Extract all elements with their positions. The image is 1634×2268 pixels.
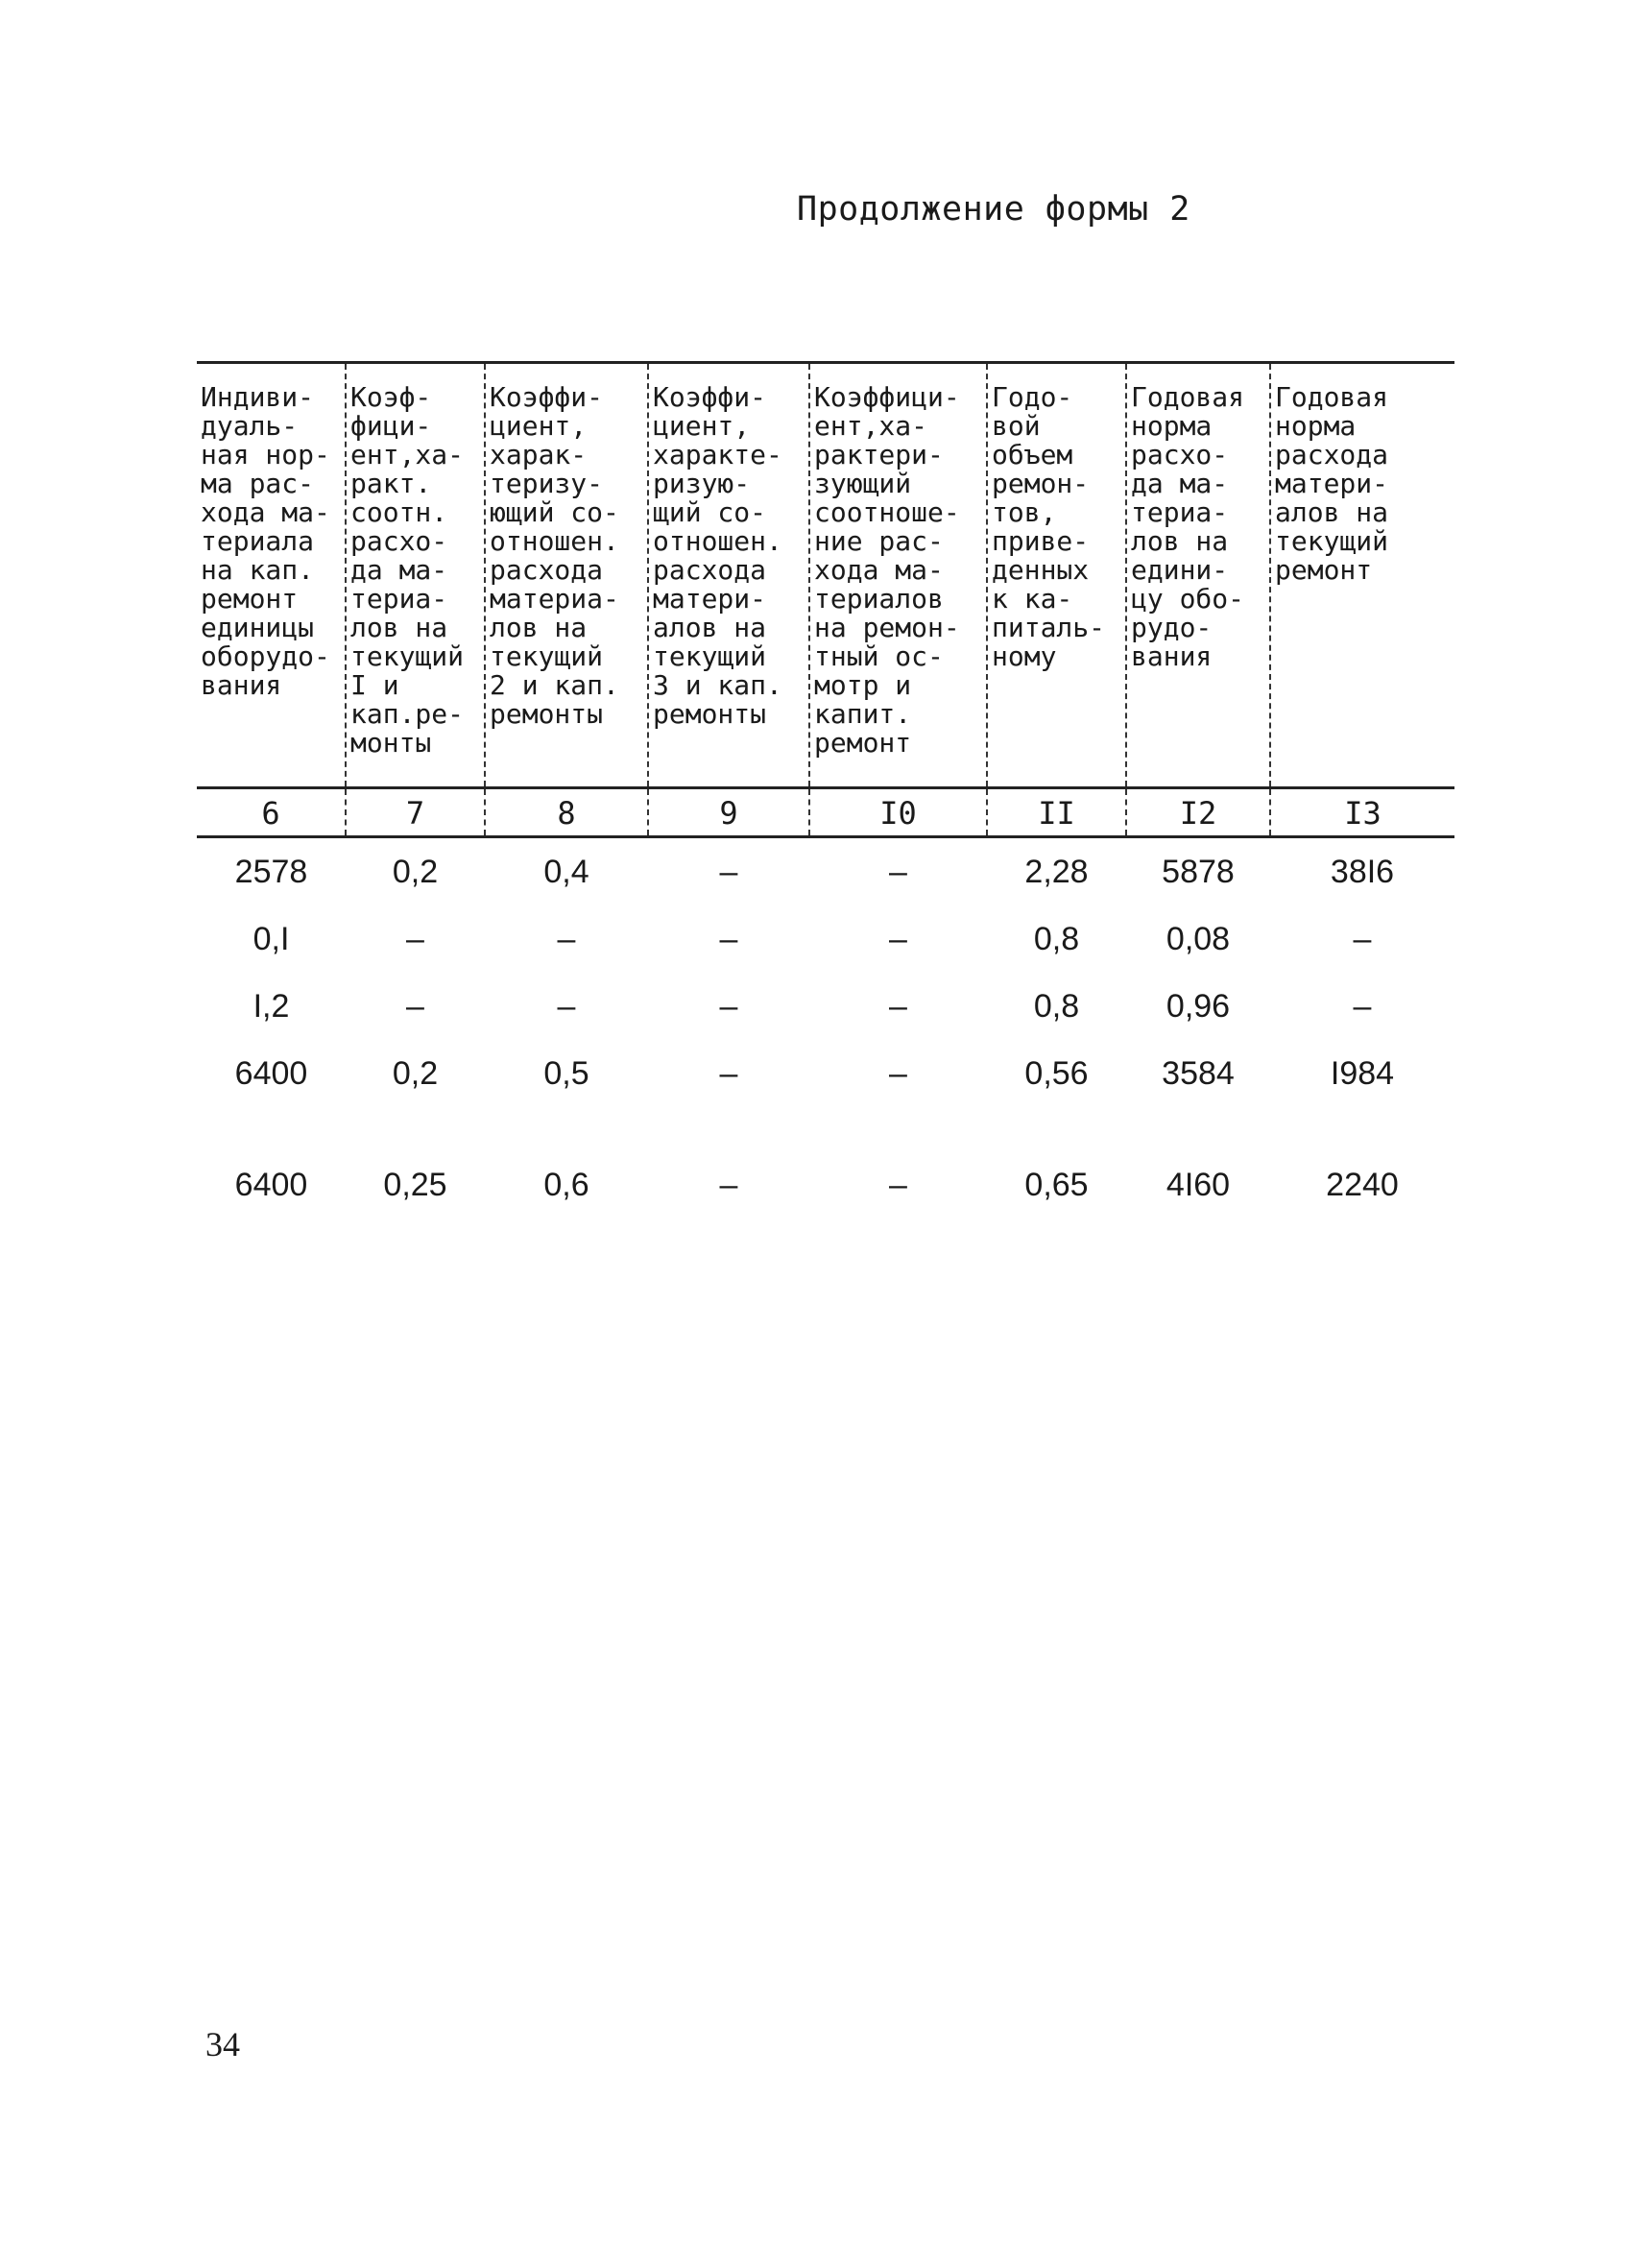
column-number: I3 [1270, 788, 1454, 837]
column-number: II [987, 788, 1126, 837]
table-cell: I,2 [252, 987, 290, 1025]
table-cell: 5878 [1162, 853, 1235, 890]
table-cell: – [719, 987, 738, 1025]
column-header: Коэффици- ент,ха- рактери- зующий соотноше- ние рас- хода ма- териалов на ремон- тный ос- мотр и капит. ремонт [809, 363, 987, 788]
table-cell: I984 [1330, 1054, 1395, 1092]
column-header: Индиви- дуаль- ная нор- ма рас- хода ма- териала на кап. ремонт единицы оборудо- вания [197, 363, 346, 788]
table-cell: – [1353, 920, 1372, 957]
column-number: I0 [809, 788, 987, 837]
table-cell: 38I6 [1330, 853, 1395, 890]
table-cell: 0,96 [1165, 987, 1231, 1025]
table-cell: 2,28 [1024, 853, 1089, 890]
table-cell: 3584 [1162, 1054, 1235, 1092]
table-cell: 0,6 [543, 1167, 589, 1203]
header-row [197, 363, 1454, 788]
table-cell: – [557, 987, 576, 1025]
table-cell: 0,5 [543, 1054, 589, 1092]
table-cell: 0,I [252, 920, 290, 957]
column-number: 8 [485, 788, 648, 837]
table-row [197, 837, 1454, 906]
table-cell: – [889, 853, 907, 890]
table-cell: 0,2 [392, 1054, 439, 1092]
column-header: Годо- вой объем ремон- тов, приве- денных к ка- питаль- ному [987, 363, 1126, 788]
table-cell: – [557, 920, 576, 957]
column-header: Годовая норма расхо- да ма- териа- лов на едини- цу обо- рудо- вания [1126, 363, 1270, 788]
column-header: Коэф- фици- ент,ха- ракт. соотн. расхо- да ма- териа- лов на текущий I и кап.ре- монты [346, 363, 485, 788]
table-row [197, 973, 1454, 1040]
form-table [197, 361, 1454, 1206]
table-cell: 2578 [234, 853, 308, 890]
table-cell: 0,2 [392, 853, 439, 890]
table-cell: – [719, 853, 738, 890]
column-header: Коэффи- циент, харак- теризу- ющий со- отношен. расхода материа- лов на текущий 2 и кап. ремонты [485, 363, 648, 788]
table-cell: 0,08 [1165, 920, 1231, 957]
table-cell: 0,56 [1024, 1054, 1089, 1092]
table-cell: 0,65 [1024, 1167, 1089, 1203]
table-cell: – [719, 1167, 738, 1203]
table-cell: – [889, 1167, 907, 1203]
page-number: 34 [205, 2025, 240, 2063]
table-cell: 0,8 [1033, 987, 1080, 1025]
table-cell: – [719, 1054, 738, 1092]
page-heading: Продолжение формы 2 [797, 190, 1190, 229]
column-number: 9 [648, 788, 809, 837]
table-cell: 0,25 [383, 1167, 447, 1203]
table-cell: 4I60 [1165, 1167, 1231, 1203]
table-cell: – [406, 920, 424, 957]
column-header: Коэффи- циент, характе- ризую- щий со- отношен. расхода матери- алов на текущий 3 и кап. ремонты [648, 363, 809, 788]
table-cell: – [1353, 987, 1372, 1025]
table-cell: – [719, 920, 738, 957]
table-cell: 6400 [234, 1054, 308, 1092]
table-cell: 6400 [234, 1167, 308, 1203]
table-cell: – [889, 987, 907, 1025]
column-header: Годовая норма расхода матери- алов на текущий ремонт [1270, 363, 1454, 788]
column-number: 7 [346, 788, 485, 837]
table-row [197, 1107, 1454, 1206]
table-cell: 0,4 [543, 853, 589, 890]
column-number: I2 [1126, 788, 1270, 837]
column-number: 6 [197, 788, 346, 837]
column-number-row [197, 788, 1454, 837]
table-cell: – [406, 987, 424, 1025]
table-cell: – [889, 1054, 907, 1092]
table-cell: – [889, 920, 907, 957]
table-row [197, 1040, 1454, 1107]
table-row [197, 905, 1454, 973]
table-cell: 0,8 [1033, 920, 1080, 957]
table-cell: 2240 [1326, 1167, 1399, 1203]
